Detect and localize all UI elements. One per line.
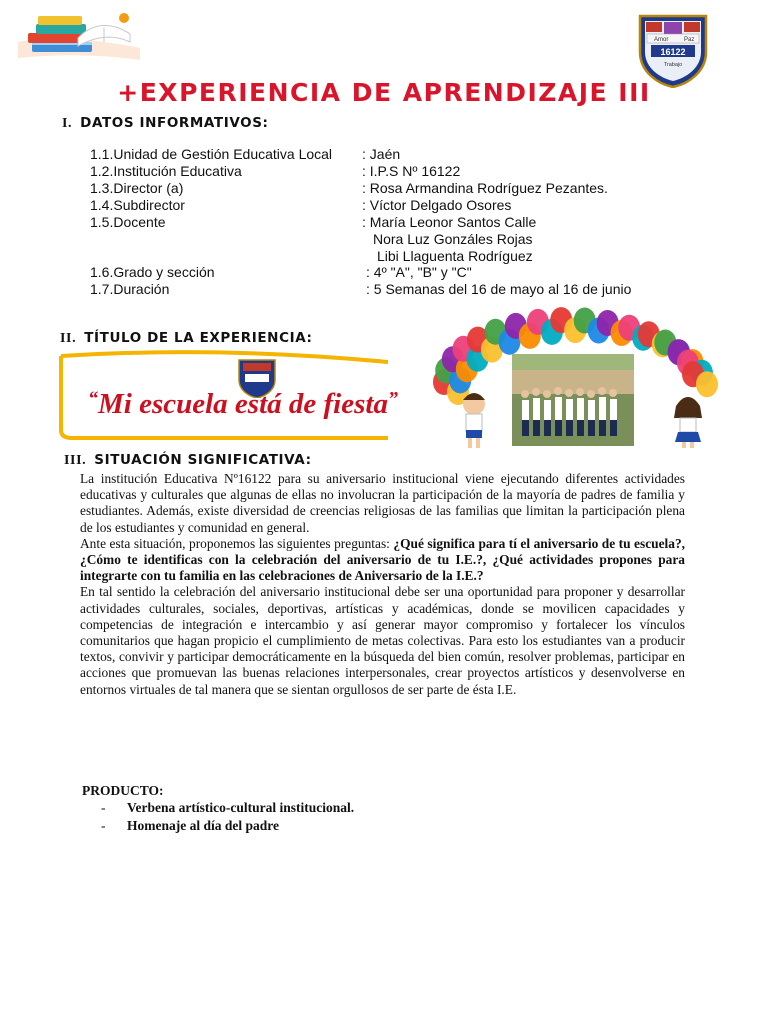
info-label: 1.5.Docente — [90, 214, 166, 230]
crest-motto-right: Paz — [684, 37, 695, 43]
books-clipart — [18, 8, 140, 66]
crest-motto-bottom: Trabajo — [663, 62, 683, 68]
info-value: Nora Luz Gonzáles Rojas — [373, 231, 533, 247]
info-value: Libi Llaguenta Rodríguez — [377, 248, 533, 264]
section-2-heading — [60, 330, 313, 347]
info-value: : Jaén — [362, 146, 401, 162]
producto-item-text: Homenaje al día del padre — [127, 818, 280, 833]
experience-title — [88, 388, 398, 421]
crest-number: 16122 — [660, 47, 686, 57]
section-3-label: SITUACIÓN SIGNIFICATIVA: — [94, 452, 312, 468]
info-value: : 5 Semanas del 16 de mayo al 16 de junio — [366, 281, 632, 297]
section-1-label: DATOS INFORMATIVOS: — [80, 115, 269, 131]
info-value: : María Leonor Santos Calle — [362, 214, 537, 230]
section-2-number: II. — [60, 331, 77, 346]
quote-close: ” — [387, 388, 398, 410]
list-bullet: - — [101, 818, 106, 833]
girl-clipart — [674, 397, 702, 448]
balloon-arch-illustration — [430, 300, 720, 450]
boy-clipart — [463, 393, 485, 448]
quote-open: “ — [88, 388, 98, 410]
info-label: 1.2.Institución Educativa — [90, 163, 242, 179]
section-1-heading — [62, 115, 269, 132]
situacion-paragraph-1: La institución Educativa Nº16122 para su aniversario institucional viene ejecutando diferentes actividades educativas y culturales que algunas de ellas no involucran la participación de la mayoría de padres de familia y estudiantes. Además, existe diversidad de creencias religiosas de las familias que limitan la participación plena de los estudiantes y comunidad en general. — [80, 471, 685, 535]
document-title: +EXPERIENCIA DE APRENDIZAJE III — [117, 78, 651, 107]
info-label: 1.3.Director (a) — [90, 180, 184, 196]
list-bullet: - — [101, 800, 106, 815]
section-3-heading — [64, 452, 312, 469]
situacion-questions: ¿Qué significa para tí el aniversario de tu escuela?,¿Cómo te identificas con la celebración del aniversario de tu I.E.?, ¿Qué actividades propones para integrarte con tu familia en las celebraciones de Aniversario de la I.E.? — [80, 535, 685, 584]
situacion-text — [80, 471, 685, 698]
info-label: 1.6.Grado y sección — [90, 264, 215, 280]
info-label: 1.4.Subdirector — [90, 197, 185, 213]
situacion-paragraph-2 — [80, 536, 685, 585]
producto-list-item — [101, 800, 501, 817]
situacion-paragraph-3: En tal sentido la celebración del aniversario institucional debe ser una oportunidad para proponer y desarrollar actividades culturales, sociales, deportivas, artísticas y académicas, donde se movilicen capacidades y competencias de integración e intercambio y así generar mayor compromiso y fortalecer los vínculos comunitarios que hagan propicio el cumplimiento de metas colectivas. Para esto los estudiantes van a producir textos, convivir y participar democráticamente en la búsqueda del bien común, resolver problemas, participar en acciones que promuevan las buenas relaciones interpersonales, crear proyectos artísticos y desenvolverse en entornos virtuales de tal manera que se sientan orgullosos de ser parte de ésta I.E. — [80, 584, 685, 697]
school-crest-logo — [634, 12, 712, 88]
info-value: : Víctor Delgado Osores — [362, 197, 512, 213]
info-value: : 4º "A", "B" y "C" — [366, 264, 472, 280]
experience-title-text: Mi escuela está de fiesta — [98, 388, 388, 420]
situacion-intro: Ante esta situación, proponemos las siguientes preguntas: — [80, 535, 394, 551]
balloon — [696, 371, 718, 397]
info-label: 1.1.Unidad de Gestión Educativa Local — [90, 146, 333, 162]
info-value: : Rosa Armandina Rodríguez Pezantes. — [362, 180, 608, 196]
producto-item-text: Verbena artístico-cultural institucional. — [127, 800, 355, 815]
producto-heading: PRODUCTO: — [82, 783, 164, 798]
crest-motto-left: Amor — [654, 37, 669, 43]
section-3-number: III. — [64, 453, 87, 468]
producto-list-item — [101, 818, 501, 835]
section-2-label: TÍTULO DE LA EXPERIENCIA: — [84, 330, 313, 346]
info-label: 1.7.Duración — [90, 281, 170, 297]
info-value: : I.P.S Nº 16122 — [362, 163, 461, 179]
section-1-number: I. — [62, 116, 73, 131]
